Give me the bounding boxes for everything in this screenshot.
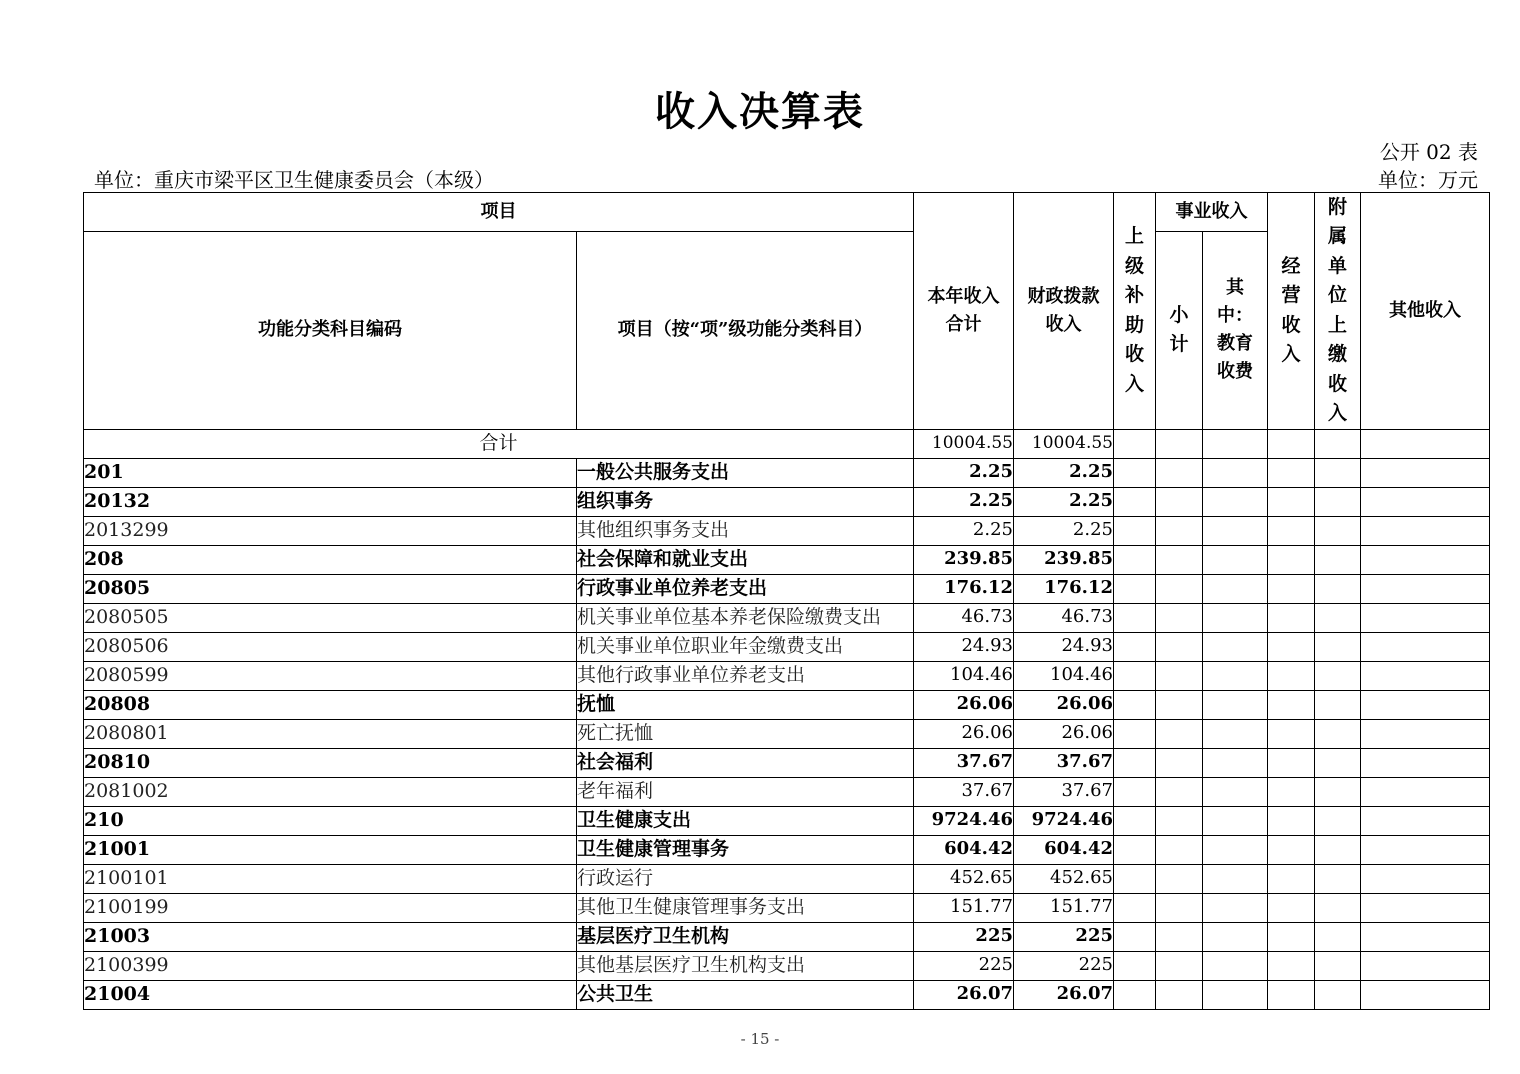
row-fiscal-income: 37.67	[1014, 777, 1114, 806]
row-total-income: 176.12	[914, 574, 1014, 603]
table-row	[84, 574, 1490, 603]
empty-cell	[1315, 574, 1361, 603]
row-code: 21003	[84, 922, 577, 951]
table-row	[84, 545, 1490, 574]
row-total-income: 9724.46	[914, 806, 1014, 835]
header-other-income: 其他收入	[1361, 193, 1490, 430]
empty-cell	[1268, 980, 1315, 1009]
empty-cell	[1203, 574, 1268, 603]
row-total-income: 37.67	[914, 748, 1014, 777]
empty-cell	[1156, 835, 1203, 864]
empty-cell	[1156, 545, 1203, 574]
row-code: 2080506	[84, 632, 577, 661]
row-total-income: 151.77	[914, 893, 1014, 922]
empty-cell	[1315, 835, 1361, 864]
header-item-name: 项目（按“项”级功能分类科目）	[577, 231, 914, 429]
empty-cell	[1268, 661, 1315, 690]
table-row	[84, 980, 1490, 1009]
empty-cell	[1156, 951, 1203, 980]
empty-cell	[1156, 777, 1203, 806]
header-func-code: 功能分类科目编码	[84, 231, 577, 429]
row-total-income: 2.25	[914, 458, 1014, 487]
row-name: 社会福利	[577, 748, 914, 777]
empty-cell	[1114, 922, 1156, 951]
empty-cell	[1315, 487, 1361, 516]
empty-cell	[1203, 458, 1268, 487]
row-total-income: 24.93	[914, 632, 1014, 661]
table-row	[84, 632, 1490, 661]
empty-cell	[1114, 574, 1156, 603]
row-total-income: 46.73	[914, 603, 1014, 632]
empty-cell	[1268, 574, 1315, 603]
row-name: 行政事业单位养老支出	[577, 574, 914, 603]
empty-cell	[1114, 864, 1156, 893]
row-fiscal-income: 452.65	[1014, 864, 1114, 893]
row-fiscal-income: 2.25	[1014, 516, 1114, 545]
row-code: 21001	[84, 835, 577, 864]
empty-cell	[1361, 690, 1490, 719]
table-row	[84, 922, 1490, 951]
page-number: - 15 -	[740, 1030, 780, 1048]
empty-cell	[1315, 719, 1361, 748]
empty-cell	[1361, 632, 1490, 661]
empty-cell	[1203, 487, 1268, 516]
empty-cell	[1315, 661, 1361, 690]
table-row	[84, 893, 1490, 922]
header-career-income: 事业收入	[1156, 193, 1268, 232]
row-fiscal-income: 2.25	[1014, 487, 1114, 516]
row-name: 机关事业单位基本养老保险缴费支出	[577, 603, 914, 632]
empty-cell	[1315, 922, 1361, 951]
table-row	[84, 806, 1490, 835]
row-fiscal-income: 225	[1014, 922, 1114, 951]
empty-cell	[1114, 806, 1156, 835]
row-fiscal-income: 604.42	[1014, 835, 1114, 864]
row-fiscal-income: 26.07	[1014, 980, 1114, 1009]
form-number: 公开 02 表	[1379, 140, 1478, 164]
table-row	[84, 777, 1490, 806]
total-fiscal-value: 10004.55	[1014, 429, 1114, 458]
empty-cell	[1268, 458, 1315, 487]
empty-cell	[1315, 632, 1361, 661]
row-total-income: 104.46	[914, 661, 1014, 690]
empty-cell	[1361, 980, 1490, 1009]
empty-cell	[1203, 980, 1268, 1009]
table-row	[84, 951, 1490, 980]
row-total-income: 225	[914, 951, 1014, 980]
empty-cell	[1203, 893, 1268, 922]
row-name: 组织事务	[577, 487, 914, 516]
row-total-income: 2.25	[914, 487, 1014, 516]
empty-cell	[1114, 632, 1156, 661]
empty-cell	[1156, 748, 1203, 777]
empty-cell	[1268, 487, 1315, 516]
table-row	[84, 690, 1490, 719]
row-fiscal-income: 9724.46	[1014, 806, 1114, 835]
empty-cell	[1114, 690, 1156, 719]
empty-cell	[1114, 777, 1156, 806]
row-fiscal-income: 2.25	[1014, 458, 1114, 487]
empty-cell	[1361, 864, 1490, 893]
empty-cell	[1114, 661, 1156, 690]
empty-cell	[1114, 951, 1156, 980]
empty-cell	[1114, 980, 1156, 1009]
empty-cell	[1268, 748, 1315, 777]
empty-cell	[1156, 864, 1203, 893]
empty-cell	[1156, 458, 1203, 487]
header-superior-subsidy: 上级补助收入	[1114, 193, 1156, 430]
row-code: 2081002	[84, 777, 577, 806]
empty-cell	[1156, 487, 1203, 516]
empty-cell	[1156, 719, 1203, 748]
empty-cell	[1156, 922, 1203, 951]
row-total-income: 604.42	[914, 835, 1014, 864]
empty-cell	[1203, 545, 1268, 574]
empty-cell	[1361, 516, 1490, 545]
empty-cell	[1361, 835, 1490, 864]
empty-cell	[1315, 458, 1361, 487]
total-income-value: 10004.55	[914, 429, 1014, 458]
row-code: 2100101	[84, 864, 577, 893]
empty-cell	[1114, 893, 1156, 922]
empty-cell	[1315, 864, 1361, 893]
empty-cell	[1203, 719, 1268, 748]
row-total-income: 2.25	[914, 516, 1014, 545]
empty-cell	[1361, 922, 1490, 951]
empty-cell	[1114, 719, 1156, 748]
row-code: 201	[84, 458, 577, 487]
row-code: 2100199	[84, 893, 577, 922]
row-code: 20805	[84, 574, 577, 603]
table-row	[84, 864, 1490, 893]
row-code: 210	[84, 806, 577, 835]
empty-cell	[1203, 864, 1268, 893]
row-name: 社会保障和就业支出	[577, 545, 914, 574]
empty-cell	[1315, 980, 1361, 1009]
empty-cell	[1315, 951, 1361, 980]
unit-organization: 单位：重庆市梁平区卫生健康委员会（本级）	[94, 168, 494, 192]
empty-cell	[1114, 458, 1156, 487]
row-fiscal-income: 26.06	[1014, 690, 1114, 719]
row-total-income: 239.85	[914, 545, 1014, 574]
empty-cell	[1114, 748, 1156, 777]
row-total-income: 26.07	[914, 980, 1014, 1009]
empty-cell	[1268, 951, 1315, 980]
empty-cell	[1315, 545, 1361, 574]
row-name: 一般公共服务支出	[577, 458, 914, 487]
row-code: 21004	[84, 980, 577, 1009]
empty-cell	[1203, 835, 1268, 864]
empty-cell	[1268, 777, 1315, 806]
row-code: 2080599	[84, 661, 577, 690]
empty-cell	[1156, 632, 1203, 661]
empty-cell	[1268, 632, 1315, 661]
header-total-income: 本年收入合计	[914, 193, 1014, 430]
empty-cell	[1156, 893, 1203, 922]
row-total-income: 225	[914, 922, 1014, 951]
row-code: 208	[84, 545, 577, 574]
row-fiscal-income: 104.46	[1014, 661, 1114, 690]
table-row	[84, 487, 1490, 516]
page-title: 收入决算表	[655, 88, 865, 135]
empty-cell	[1203, 777, 1268, 806]
row-fiscal-income: 26.06	[1014, 719, 1114, 748]
empty-cell	[1156, 980, 1203, 1009]
row-name: 基层医疗卫生机构	[577, 922, 914, 951]
empty-cell	[1114, 516, 1156, 545]
row-total-income: 26.06	[914, 690, 1014, 719]
row-total-income: 452.65	[914, 864, 1014, 893]
row-name: 卫生健康支出	[577, 806, 914, 835]
row-name: 抚恤	[577, 690, 914, 719]
header-fiscal-income: 财政拨款收入	[1014, 193, 1114, 430]
empty-cell	[1361, 661, 1490, 690]
empty-cell	[1268, 893, 1315, 922]
empty-cell	[1114, 603, 1156, 632]
row-code: 20808	[84, 690, 577, 719]
empty-cell	[1156, 603, 1203, 632]
empty-cell	[1268, 516, 1315, 545]
row-code: 20132	[84, 487, 577, 516]
row-total-income: 26.06	[914, 719, 1014, 748]
row-fiscal-income: 239.85	[1014, 545, 1114, 574]
empty-cell	[1268, 690, 1315, 719]
header-affiliate-income: 附属单位上缴收入	[1315, 193, 1361, 430]
row-name: 行政运行	[577, 864, 914, 893]
empty-cell	[1203, 806, 1268, 835]
row-name: 卫生健康管理事务	[577, 835, 914, 864]
row-name: 其他卫生健康管理事务支出	[577, 893, 914, 922]
total-label: 合计	[84, 429, 914, 458]
empty-cell	[1114, 487, 1156, 516]
header-project: 项目	[84, 193, 914, 232]
empty-cell	[1156, 690, 1203, 719]
row-code: 2080505	[84, 603, 577, 632]
row-name: 公共卫生	[577, 980, 914, 1009]
header-subtotal: 小计	[1156, 231, 1203, 429]
empty-cell	[1156, 661, 1203, 690]
table-row	[84, 516, 1490, 545]
empty-cell	[1361, 806, 1490, 835]
empty-cell	[1361, 603, 1490, 632]
table-row	[84, 835, 1490, 864]
empty-cell	[1114, 545, 1156, 574]
row-code: 2100399	[84, 951, 577, 980]
row-fiscal-income: 46.73	[1014, 603, 1114, 632]
table-row	[84, 661, 1490, 690]
table-row	[84, 719, 1490, 748]
empty-cell	[1268, 835, 1315, 864]
empty-cell	[1156, 574, 1203, 603]
empty-cell	[1361, 893, 1490, 922]
empty-cell	[1203, 603, 1268, 632]
row-name: 机关事业单位职业年金缴费支出	[577, 632, 914, 661]
row-fiscal-income: 37.67	[1014, 748, 1114, 777]
table-row	[84, 458, 1490, 487]
empty-cell	[1268, 603, 1315, 632]
empty-cell	[1315, 806, 1361, 835]
header-edu-fee: 其中：教育收费	[1203, 231, 1268, 429]
row-code: 2080801	[84, 719, 577, 748]
empty-cell	[1315, 516, 1361, 545]
row-name: 其他组织事务支出	[577, 516, 914, 545]
empty-cell	[1361, 748, 1490, 777]
header-operating-income: 经营收入	[1268, 193, 1315, 430]
empty-cell	[1361, 545, 1490, 574]
empty-cell	[1361, 777, 1490, 806]
row-total-income: 37.67	[914, 777, 1014, 806]
row-fiscal-income: 151.77	[1014, 893, 1114, 922]
empty-cell	[1203, 951, 1268, 980]
row-name: 其他行政事业单位养老支出	[577, 661, 914, 690]
table-row	[84, 603, 1490, 632]
empty-cell	[1203, 690, 1268, 719]
row-name: 老年福利	[577, 777, 914, 806]
row-code: 2013299	[84, 516, 577, 545]
row-fiscal-income: 225	[1014, 951, 1114, 980]
empty-cell	[1315, 748, 1361, 777]
empty-cell	[1361, 487, 1490, 516]
empty-cell	[1203, 922, 1268, 951]
unit-currency: 单位：万元	[1378, 168, 1478, 192]
empty-cell	[1268, 719, 1315, 748]
empty-cell	[1114, 835, 1156, 864]
total-row	[84, 429, 1490, 458]
empty-cell	[1361, 719, 1490, 748]
empty-cell	[1268, 806, 1315, 835]
empty-cell	[1315, 690, 1361, 719]
empty-cell	[1268, 922, 1315, 951]
empty-cell	[1315, 603, 1361, 632]
row-fiscal-income: 176.12	[1014, 574, 1114, 603]
empty-cell	[1268, 864, 1315, 893]
empty-cell	[1203, 748, 1268, 777]
row-code: 20810	[84, 748, 577, 777]
row-name: 其他基层医疗卫生机构支出	[577, 951, 914, 980]
empty-cell	[1315, 777, 1361, 806]
empty-cell	[1315, 893, 1361, 922]
empty-cell	[1203, 516, 1268, 545]
empty-cell	[1361, 951, 1490, 980]
table-row	[84, 748, 1490, 777]
income-table	[83, 192, 1490, 1010]
row-name: 死亡抚恤	[577, 719, 914, 748]
row-fiscal-income: 24.93	[1014, 632, 1114, 661]
empty-cell	[1361, 574, 1490, 603]
empty-cell	[1203, 632, 1268, 661]
empty-cell	[1156, 516, 1203, 545]
empty-cell	[1156, 806, 1203, 835]
empty-cell	[1268, 545, 1315, 574]
empty-cell	[1203, 661, 1268, 690]
empty-cell	[1361, 458, 1490, 487]
